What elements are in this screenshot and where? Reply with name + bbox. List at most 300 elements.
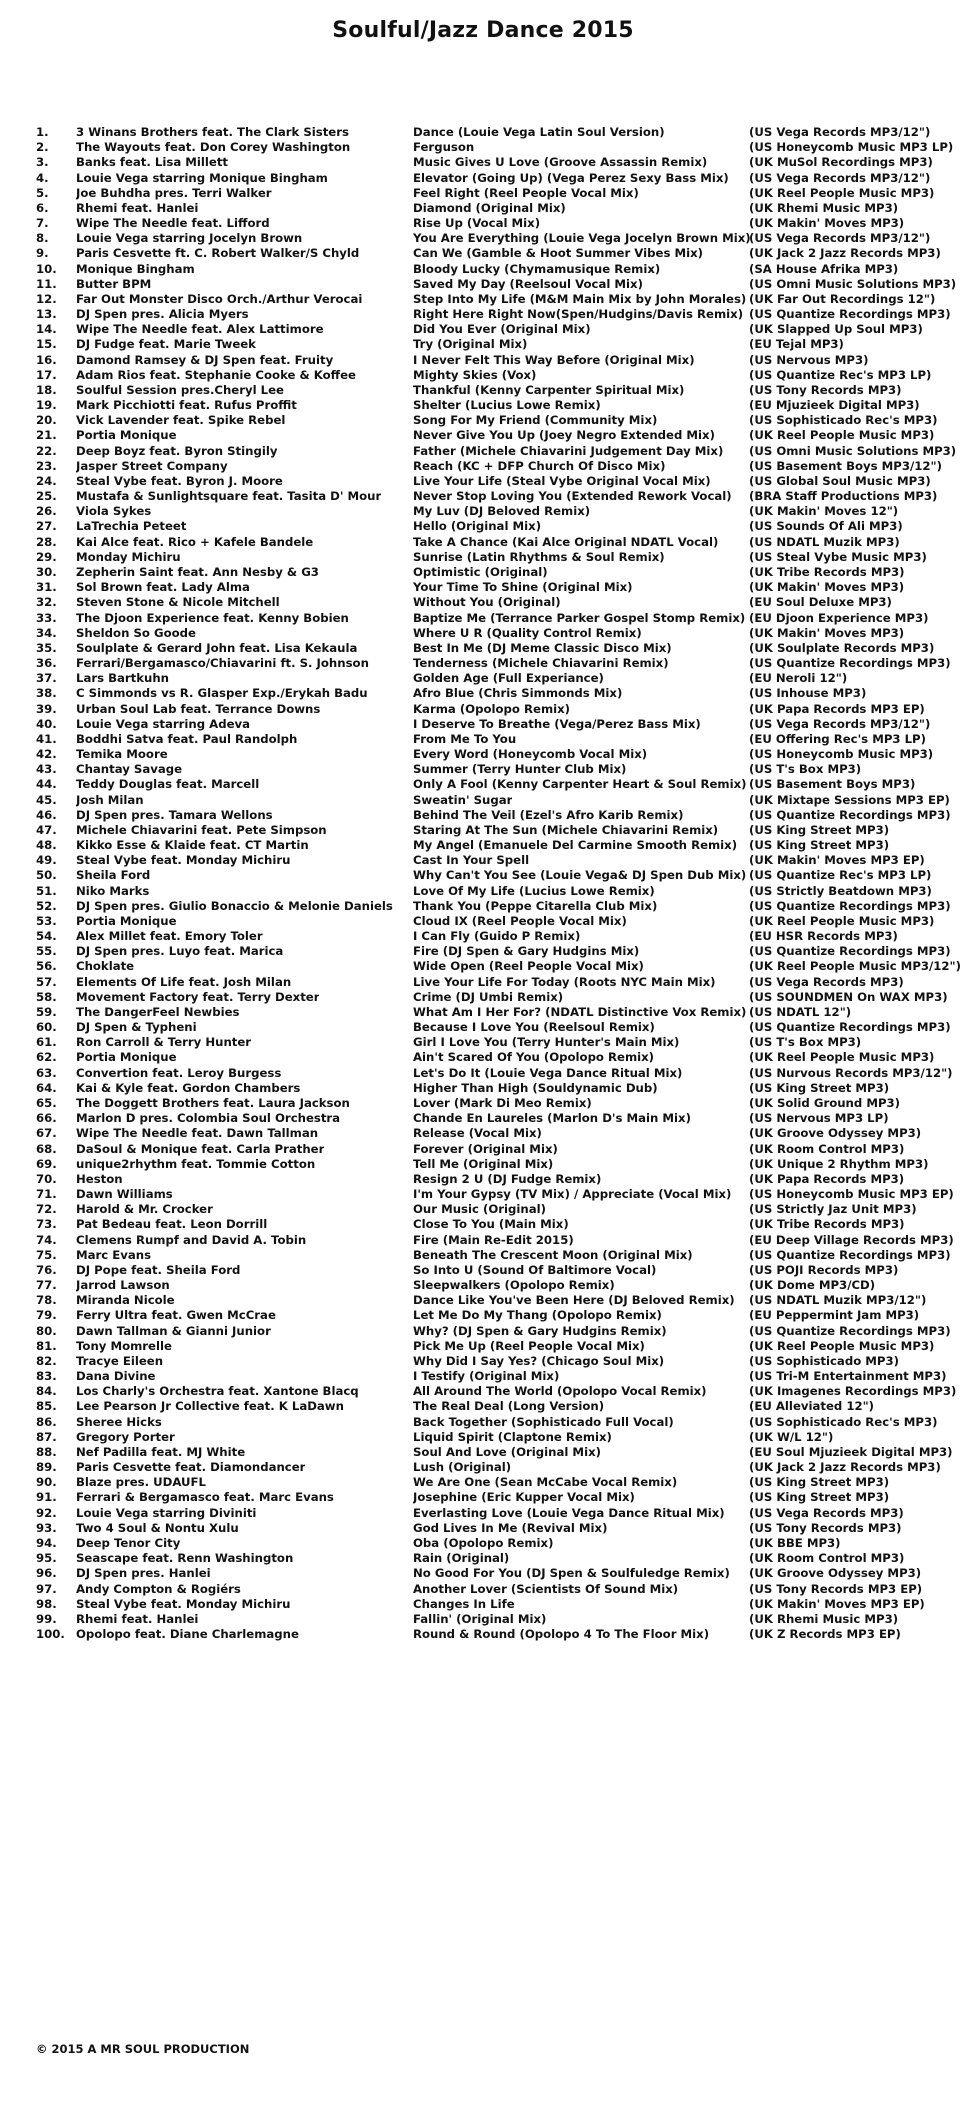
entry-track: Let Me Do My Thang (Opolopo Remix)	[413, 1308, 662, 1323]
entry-artist: Jasper Street Company	[76, 458, 228, 473]
entry-label: (UK Papa Records MP3 EP)	[749, 701, 925, 716]
entry-artist: Pat Bedeau feat. Leon Dorrill	[76, 1217, 268, 1232]
entry-label: (US Vega Records MP3)	[749, 974, 904, 989]
entry-rank: 68.	[36, 1141, 57, 1156]
entry-rank: 55.	[36, 944, 57, 959]
list-item	[36, 1232, 954, 1248]
entry-rank: 34.	[36, 625, 57, 640]
entry-label: (EU Soul Deluxe MP3)	[749, 595, 892, 610]
entry-rank: 85.	[36, 1399, 57, 1414]
entry-label: (SA House Afrika MP3)	[749, 261, 899, 276]
entry-rank: 3.	[36, 155, 49, 170]
list-item	[36, 1354, 946, 1369]
entry-track: Why? (DJ Spen & Gary Hudgins Remix)	[413, 1323, 667, 1338]
entry-rank: 25.	[36, 489, 57, 504]
entry-artist: Nef Padilla feat. MJ White	[76, 1444, 246, 1459]
entry-artist: DJ Spen pres. Alicia Myers	[76, 307, 249, 322]
entry-rank: 90.	[36, 1475, 57, 1490]
list-item	[36, 990, 946, 1005]
entry-rank: 28.	[36, 534, 57, 549]
entry-label: (UK Mixtape Sessions MP3 EP)	[749, 792, 950, 807]
entry-track: I Can Fly (Guido P Remix)	[413, 929, 581, 944]
entry-artist: Soulplate & Gerard John feat. Lisa Kekaula	[76, 640, 358, 655]
entry-track: Music Gives U Love (Groove Assassin Remix)	[413, 155, 708, 170]
entry-artist: DJ Fudge feat. Marie Tweek	[76, 337, 256, 352]
entry-rank: 20.	[36, 413, 57, 428]
entry-rank: 50.	[36, 868, 57, 883]
entry-track: Close To You (Main Mix)	[413, 1217, 569, 1232]
entry-artist: Butter BPM	[76, 276, 152, 291]
entry-track: Beneath The Crescent Moon (Original Mix)	[413, 1247, 693, 1262]
entry-track: Resign 2 U (DJ Fudge Remix)	[413, 1171, 602, 1186]
list-item	[36, 732, 946, 747]
list-item	[36, 975, 946, 990]
entry-rank: 19.	[36, 398, 57, 413]
entry-rank: 35.	[36, 640, 57, 655]
list-item	[36, 1536, 946, 1551]
entry-rank: 70.	[36, 1171, 57, 1186]
entry-label: (EU HSR Records MP3)	[749, 929, 898, 944]
entry-track: Our Music (Original)	[413, 1202, 546, 1217]
entry-label: (US Omni Music Solutions MP3)	[749, 443, 957, 458]
list-item	[36, 1142, 946, 1157]
list-item	[36, 353, 946, 368]
entry-track: Elevator (Going Up) (Vega Perez Sexy Bass Mix)	[413, 170, 729, 185]
entry-track: Thank You (Peppe Citarella Club Mix)	[413, 898, 658, 913]
entry-artist: DJ Spen pres. Luyo feat. Marica	[76, 944, 284, 959]
entry-label: (UK Reel People Music MP3)	[749, 913, 935, 928]
entry-label: (US Honeycomb Music MP3)	[749, 747, 934, 762]
entry-label: (US Nervous MP3)	[749, 352, 869, 367]
entry-track: Pick Me Up (Reel People Vocal Mix)	[413, 1338, 645, 1353]
entry-track: Why Did I Say Yes? (Chicago Soul Mix)	[413, 1353, 665, 1368]
entry-rank: 57.	[36, 974, 57, 989]
copyright-footer: © 2015 A MR SOUL PRODUCTION	[36, 2042, 250, 2056]
entry-label: (UK Dome MP3/CD)	[749, 1278, 876, 1293]
entry-rank: 6.	[36, 200, 49, 215]
entry-rank: 64.	[36, 1080, 57, 1095]
entry-rank: 60.	[36, 1020, 57, 1035]
entry-label: (BRA Staff Productions MP3)	[749, 489, 938, 504]
entry-rank: 39.	[36, 701, 57, 716]
entry-label: (US Vega Records MP3)	[749, 1505, 904, 1520]
list-item	[36, 1035, 946, 1050]
entry-rank: 91.	[36, 1490, 57, 1505]
list-item	[36, 428, 946, 443]
list-item	[36, 1111, 946, 1126]
entry-artist: Mustafa & Sunlightsquare feat. Tasita D' Mour	[76, 489, 382, 504]
entry-track: You Are Everything (Louie Vega Jocelyn Brown Mix)	[413, 231, 751, 246]
entry-artist: Movement Factory feat. Terry Dexter	[76, 989, 320, 1004]
entry-label: (US Quantize Rec's MP3 LP)	[749, 868, 932, 883]
entry-rank: 17.	[36, 367, 57, 382]
entry-label: (UK Makin' Moves 12")	[749, 504, 899, 519]
entry-track: Why Can't You See (Louie Vega& DJ Spen Dub Mix)	[413, 868, 747, 883]
entry-track: Saved My Day (Reelsoul Vocal Mix)	[413, 276, 643, 291]
entry-artist: Convertion feat. Leroy Burgess	[76, 1065, 282, 1080]
list-item	[36, 1521, 946, 1536]
entry-label: (UK Tribe Records MP3)	[749, 564, 905, 579]
entry-track: Round & Round (Opolopo 4 To The Floor Mix)	[413, 1627, 710, 1642]
entry-track: Best In Me (DJ Meme Classic Disco Mix)	[413, 640, 672, 655]
list-item	[36, 504, 946, 519]
entry-track: Forever (Original Mix)	[413, 1141, 558, 1156]
entry-label: (UK Makin' Moves MP3)	[749, 216, 905, 231]
entry-rank: 2.	[36, 140, 49, 155]
entry-track: Live Your Life For Today (Roots NYC Main Mix)	[413, 974, 716, 989]
entry-track: Lover (Mark Di Meo Remix)	[413, 1096, 592, 1110]
page-title: Soulful/Jazz Dance 2015	[332, 18, 634, 43]
list-item	[36, 686, 946, 701]
entry-rank: 80.	[36, 1323, 57, 1338]
entry-artist: Dawn Williams	[76, 1187, 173, 1202]
entry-artist: Kikko Esse & Klaide feat. CT Martin	[76, 838, 309, 853]
list-item	[36, 838, 946, 853]
entry-track: Fire (Main Re-Edit 2015)	[413, 1232, 574, 1247]
list-item	[36, 611, 946, 626]
entry-artist: Dawn Tallman & Gianni Junior	[76, 1323, 271, 1338]
entry-rank: 69.	[36, 1156, 57, 1171]
entry-label: (US Sophisticado Rec's MP3)	[749, 1414, 938, 1429]
entry-label: (US NDATL 12")	[749, 1004, 852, 1019]
list-item	[36, 1293, 946, 1308]
list-item	[36, 747, 946, 762]
entry-track: Behind The Veil (Ezel's Afro Karib Remix)	[413, 807, 684, 822]
entry-artist: Lee Pearson Jr Collective feat. K LaDawn	[76, 1399, 344, 1414]
entry-track: Right Here Right Now(Spen/Hudgins/Davis Remix)	[413, 307, 744, 322]
entry-artist: Blaze pres. UDAUFL	[76, 1475, 206, 1490]
entry-track: Step Into My Life (M&M Main Mix by John Morales)	[413, 291, 747, 306]
entry-rank: 63.	[36, 1065, 57, 1080]
entry-rank: 1.	[36, 125, 49, 139]
list-item	[36, 1612, 946, 1627]
entry-artist: Far Out Monster Disco Orch./Arthur Verocai	[76, 291, 363, 306]
list-item	[36, 914, 946, 929]
entry-label: (US Inhouse MP3)	[749, 686, 867, 701]
entry-label: (US Global Soul Music MP3)	[749, 473, 931, 488]
list-item	[36, 519, 946, 534]
entry-artist: DJ Spen pres. Giulio Bonaccio & Melonie Daniels	[76, 898, 393, 913]
list-item	[36, 216, 946, 231]
entry-track: Hello (Original Mix)	[413, 519, 542, 534]
entry-label: (US Honeycomb Music MP3 LP)	[749, 140, 954, 155]
entry-artist: Rhemi feat. Hanlei	[76, 1611, 199, 1626]
entry-label: (UK Room Control MP3)	[749, 1551, 905, 1566]
entry-artist: DJ Spen & Typheni	[76, 1020, 197, 1035]
entry-artist: Paris Cesvette ft. C. Robert Walker/S Chyld	[76, 246, 360, 261]
entry-track: The Real Deal (Long Version)	[413, 1399, 605, 1414]
entry-label: (UK Imagenes Recordings MP3)	[749, 1384, 957, 1399]
entry-label: (EU Peppermint Jam MP3)	[749, 1308, 920, 1323]
entry-rank: 65.	[36, 1096, 57, 1110]
entry-track: My Angel (Emanuele Del Carmine Smooth Remix)	[413, 838, 738, 853]
list-item	[36, 1020, 951, 1035]
entry-rank: 94.	[36, 1535, 57, 1550]
entry-artist: Two 4 Soul & Nontu Xulu	[76, 1520, 239, 1535]
entry-rank: 52.	[36, 898, 57, 913]
entry-artist: Deep Boyz feat. Byron Stingily	[76, 443, 278, 458]
entry-track: Sweatin' Sugar	[413, 792, 513, 807]
entry-label: (US Tri-M Entertainment MP3)	[749, 1369, 947, 1384]
entry-label: (US King Street MP3)	[749, 822, 890, 837]
entry-rank: 29.	[36, 549, 57, 564]
entry-rank: 96.	[36, 1566, 57, 1581]
list-item	[36, 884, 946, 899]
list-item	[36, 1506, 946, 1521]
entry-artist: Mark Picchiotti feat. Rufus Proffit	[76, 398, 297, 413]
entry-artist: Elements Of Life feat. Josh Milan	[76, 974, 292, 989]
entry-label: (EU Neroli 12")	[749, 671, 848, 686]
entry-artist: LaTrechia Peteet	[76, 519, 187, 534]
entry-label: (US Quantize Recordings MP3)	[749, 1323, 951, 1338]
list-item	[36, 1278, 946, 1293]
entry-rank: 67.	[36, 1126, 57, 1141]
entry-rank: 47.	[36, 822, 57, 837]
entry-label: (US Strictly Beatdown MP3)	[749, 883, 932, 898]
entry-rank: 26.	[36, 504, 57, 519]
entry-track: Staring At The Sun (Michele Chiavarini Remix)	[413, 822, 719, 837]
entry-track: Sunrise (Latin Rhythms & Soul Remix)	[413, 549, 665, 564]
entry-artist: Teddy Douglas feat. Marcell	[76, 777, 260, 792]
entry-artist: Adam Rios feat. Stephanie Cooke & Koffee	[76, 367, 356, 382]
entry-artist: Alex Millet feat. Emory Toler	[76, 929, 263, 944]
entry-label: (UK Slapped Up Soul MP3)	[749, 322, 923, 337]
entry-artist: Paris Cesvette feat. Diamondancer	[76, 1460, 306, 1475]
entry-track: So Into U (Sound Of Baltimore Vocal)	[413, 1262, 657, 1277]
entry-rank: 42.	[36, 747, 57, 762]
list-item	[36, 155, 946, 170]
list-item	[36, 1308, 946, 1323]
entry-rank: 84.	[36, 1384, 57, 1399]
list-item	[36, 125, 946, 140]
entry-track: What Am I Her For? (NDATL Distinctive Vox Remix)	[413, 1004, 747, 1019]
list-item	[36, 1081, 946, 1096]
entry-track: Take A Chance (Kai Alce Original NDATL Vocal)	[413, 534, 719, 549]
entry-track: Everlasting Love (Louie Vega Dance Ritual Mix)	[413, 1505, 725, 1520]
list-item	[36, 807, 951, 823]
entry-track: God Lives In Me (Revival Mix)	[413, 1520, 608, 1535]
entry-label: (EU Offering Rec's MP3 LP)	[749, 731, 926, 746]
entry-label: (UK BBE MP3)	[749, 1535, 841, 1550]
list-item	[36, 1490, 946, 1505]
entry-label: (US Honeycomb Music MP3 EP)	[749, 1187, 954, 1202]
entry-rank: 56.	[36, 959, 57, 974]
entry-artist: Louie Vega starring Adeva	[76, 716, 251, 731]
entry-label: (UK Rhemi Music MP3)	[749, 200, 899, 215]
list-item	[36, 1444, 953, 1460]
entry-artist: Ferry Ultra feat. Gwen McCrae	[76, 1308, 276, 1323]
entry-artist: Vick Lavender feat. Spike Rebel	[76, 413, 286, 428]
entry-artist: Steal Vybe feat. Monday Michiru	[76, 1596, 291, 1611]
entry-rank: 9.	[36, 246, 49, 261]
entry-label: (UK Soulplate Records MP3)	[749, 640, 935, 655]
entry-artist: Andy Compton & Rogiérs	[76, 1581, 241, 1596]
list-item	[36, 1187, 954, 1202]
entry-rank: 31.	[36, 580, 57, 595]
entry-rank: 98.	[36, 1596, 57, 1611]
entry-rank: 43.	[36, 762, 57, 777]
list-item	[36, 262, 946, 277]
entry-track: Liquid Spirit (Claptone Remix)	[413, 1429, 612, 1444]
entry-rank: 23.	[36, 458, 57, 473]
entry-track: Love Of My Life (Lucius Lowe Remix)	[413, 883, 655, 898]
entry-track: Ain't Scared Of You (Opolopo Remix)	[413, 1050, 655, 1065]
entry-track: My Luv (DJ Beloved Remix)	[413, 504, 591, 519]
entry-artist: Opolopo feat. Diane Charlemagne	[76, 1627, 299, 1642]
entry-artist: Seascape feat. Renn Washington	[76, 1551, 294, 1566]
entry-artist: The DangerFeel Newbies	[76, 1004, 240, 1019]
list-item	[36, 1005, 946, 1020]
entry-rank: 83.	[36, 1369, 57, 1384]
entry-rank: 89.	[36, 1460, 57, 1475]
entry-rank: 48.	[36, 838, 57, 853]
list-item	[36, 322, 946, 337]
entry-rank: 21.	[36, 428, 57, 443]
entry-track: I'm Your Gypsy (TV Mix) / Appreciate (Vocal Mix)	[413, 1187, 732, 1202]
entry-track: Karma (Opolopo Remix)	[413, 701, 571, 716]
list-item	[36, 1157, 946, 1172]
entry-rank: 73.	[36, 1217, 57, 1232]
entry-label: (US Nervous MP3 LP)	[749, 1111, 889, 1126]
entry-label: (UK Reel People Music MP3)	[749, 1338, 935, 1353]
entry-label: (US Quantize Recordings MP3)	[749, 307, 951, 322]
list-item	[36, 1597, 946, 1612]
entry-label: (US Sounds Of Ali MP3)	[749, 519, 903, 534]
list-item	[36, 626, 946, 641]
entry-artist: Clemens Rumpf and David A. Tobin	[76, 1232, 307, 1247]
list-item	[36, 1430, 946, 1445]
entry-rank: 74.	[36, 1232, 57, 1247]
entry-artist: Heston	[76, 1171, 123, 1186]
list-item	[36, 1217, 946, 1232]
entry-label: (UK Solid Ground MP3)	[749, 1096, 900, 1110]
entry-label: (UK W/L 12")	[749, 1429, 834, 1444]
entry-track: Your Time To Shine (Original Mix)	[413, 580, 633, 595]
entry-rank: 30.	[36, 564, 57, 579]
entry-artist: DJ Spen pres. Tamara Wellons	[76, 807, 273, 822]
entry-artist: Zepherin Saint feat. Ann Nesby & G3	[76, 564, 319, 579]
entry-rank: 22.	[36, 443, 57, 458]
entry-rank: 11.	[36, 276, 57, 291]
entry-label: (US Quantize Recordings MP3)	[749, 944, 951, 959]
entry-label: (US POJI Records MP3)	[749, 1262, 899, 1277]
list-item	[36, 565, 946, 580]
list-item	[36, 792, 950, 808]
entry-artist: Rhemi feat. Hanlei	[76, 200, 199, 215]
entry-track: Fallin' (Original Mix)	[413, 1611, 547, 1626]
list-item	[36, 535, 946, 550]
entry-artist: Wipe The Needle feat. Dawn Tallman	[76, 1126, 319, 1141]
entry-track: Shelter (Lucius Lowe Remix)	[413, 398, 601, 413]
entry-label: (US Steal Vybe Music MP3)	[749, 549, 927, 564]
entry-track: Release (Vocal Mix)	[413, 1126, 542, 1141]
list-item	[36, 777, 946, 792]
entry-track: Ferguson	[413, 140, 475, 155]
entry-label: (EU Tejal MP3)	[749, 337, 844, 352]
entry-artist: Michele Chiavarini feat. Pete Simpson	[76, 822, 327, 837]
chart-list	[36, 125, 961, 1642]
entry-artist: Steal Vybe feat. Byron J. Moore	[76, 473, 283, 488]
entry-artist: Deep Tenor City	[76, 1535, 181, 1550]
entry-artist: Choklate	[76, 959, 135, 974]
entry-track: Rain (Original)	[413, 1551, 510, 1566]
entry-track: Can We (Gamble & Hoot Summer Vibes Mix)	[413, 246, 703, 261]
list-item	[36, 641, 946, 656]
entry-label: (UK Jack 2 Jazz Records MP3)	[749, 1460, 941, 1475]
entry-label: (UK Reel People Music MP3)	[749, 428, 935, 443]
list-item	[36, 1566, 946, 1581]
entry-artist: Sheldon So Goode	[76, 625, 196, 640]
entry-rank: 41.	[36, 731, 57, 746]
entry-label: (UK Rhemi Music MP3)	[749, 1611, 899, 1626]
entry-label: (US T's Box MP3)	[749, 762, 862, 777]
list-item	[36, 868, 946, 883]
entry-label: (US Vega Records MP3/12")	[749, 716, 931, 731]
entry-label: (UK Z Records MP3 EP)	[749, 1627, 901, 1642]
entry-label: (US Vega Records MP3/12")	[749, 170, 931, 185]
entry-artist: Kai & Kyle feat. Gordon Chambers	[76, 1080, 301, 1095]
entry-artist: Louie Vega starring Monique Bingham	[76, 170, 328, 185]
entry-artist: The Wayouts feat. Don Corey Washington	[76, 140, 351, 155]
entry-rank: 15.	[36, 337, 57, 352]
entry-artist: Joe Buhdha pres. Terri Walker	[76, 185, 272, 200]
entry-rank: 10.	[36, 261, 57, 276]
entry-track: Never Stop Loving You (Extended Rework Vocal)	[413, 489, 732, 504]
entry-label: (UK Groove Odyssey MP3)	[749, 1566, 922, 1581]
entry-label: (US King Street MP3)	[749, 838, 890, 853]
entry-track: I Deserve To Breathe (Vega/Perez Bass Mix)	[413, 716, 701, 731]
entry-track: From Me To You	[413, 731, 517, 746]
entry-label: (US Vega Records MP3/12")	[749, 125, 931, 139]
list-item	[36, 1065, 953, 1081]
list-item	[36, 1247, 951, 1263]
entry-rank: 32.	[36, 595, 57, 610]
entry-artist: Marlon D pres. Colombia Soul Orchestra	[76, 1111, 341, 1126]
entry-rank: 78.	[36, 1293, 57, 1308]
entry-rank: 49.	[36, 853, 57, 868]
list-item	[36, 1475, 946, 1490]
entry-label: (US Quantize Recordings MP3)	[749, 1020, 951, 1035]
entry-label: (UK Reel People Music MP3)	[749, 185, 935, 200]
list-item	[36, 1323, 951, 1339]
entry-track: Golden Age (Full Experiance)	[413, 671, 604, 686]
list-item	[36, 944, 951, 959]
entry-rank: 13.	[36, 307, 57, 322]
entry-rank: 4.	[36, 170, 49, 185]
entry-label: (US Tony Records MP3)	[749, 1520, 902, 1535]
list-item	[36, 276, 957, 292]
list-item	[36, 337, 946, 352]
entry-track: Let's Do It (Louie Vega Dance Ritual Mix)	[413, 1065, 683, 1080]
list-item	[36, 550, 946, 565]
list-item	[36, 1369, 946, 1384]
entry-rank: 93.	[36, 1520, 57, 1535]
list-item	[36, 201, 946, 216]
entry-track: Baptize Me (Terrance Parker Gospel Stomp Remix)	[413, 610, 746, 625]
entry-label: (UK Groove Odyssey MP3)	[749, 1126, 922, 1141]
entry-artist: Portia Monique	[76, 913, 177, 928]
entry-artist: Urban Soul Lab feat. Terrance Downs	[76, 701, 321, 716]
entry-track: Summer (Terry Hunter Club Mix)	[413, 762, 627, 777]
entry-artist: Sheree Hicks	[76, 1414, 162, 1429]
entry-rank: 7.	[36, 216, 49, 231]
entry-artist: Ferrari & Bergamasco feat. Marc Evans	[76, 1490, 334, 1505]
entry-label: (UK Makin' Moves MP3 EP)	[749, 1596, 925, 1611]
entry-artist: Ron Carroll & Terry Hunter	[76, 1035, 252, 1050]
list-item	[36, 398, 946, 413]
list-item	[36, 368, 946, 383]
entry-track: Changes In Life	[413, 1596, 515, 1611]
